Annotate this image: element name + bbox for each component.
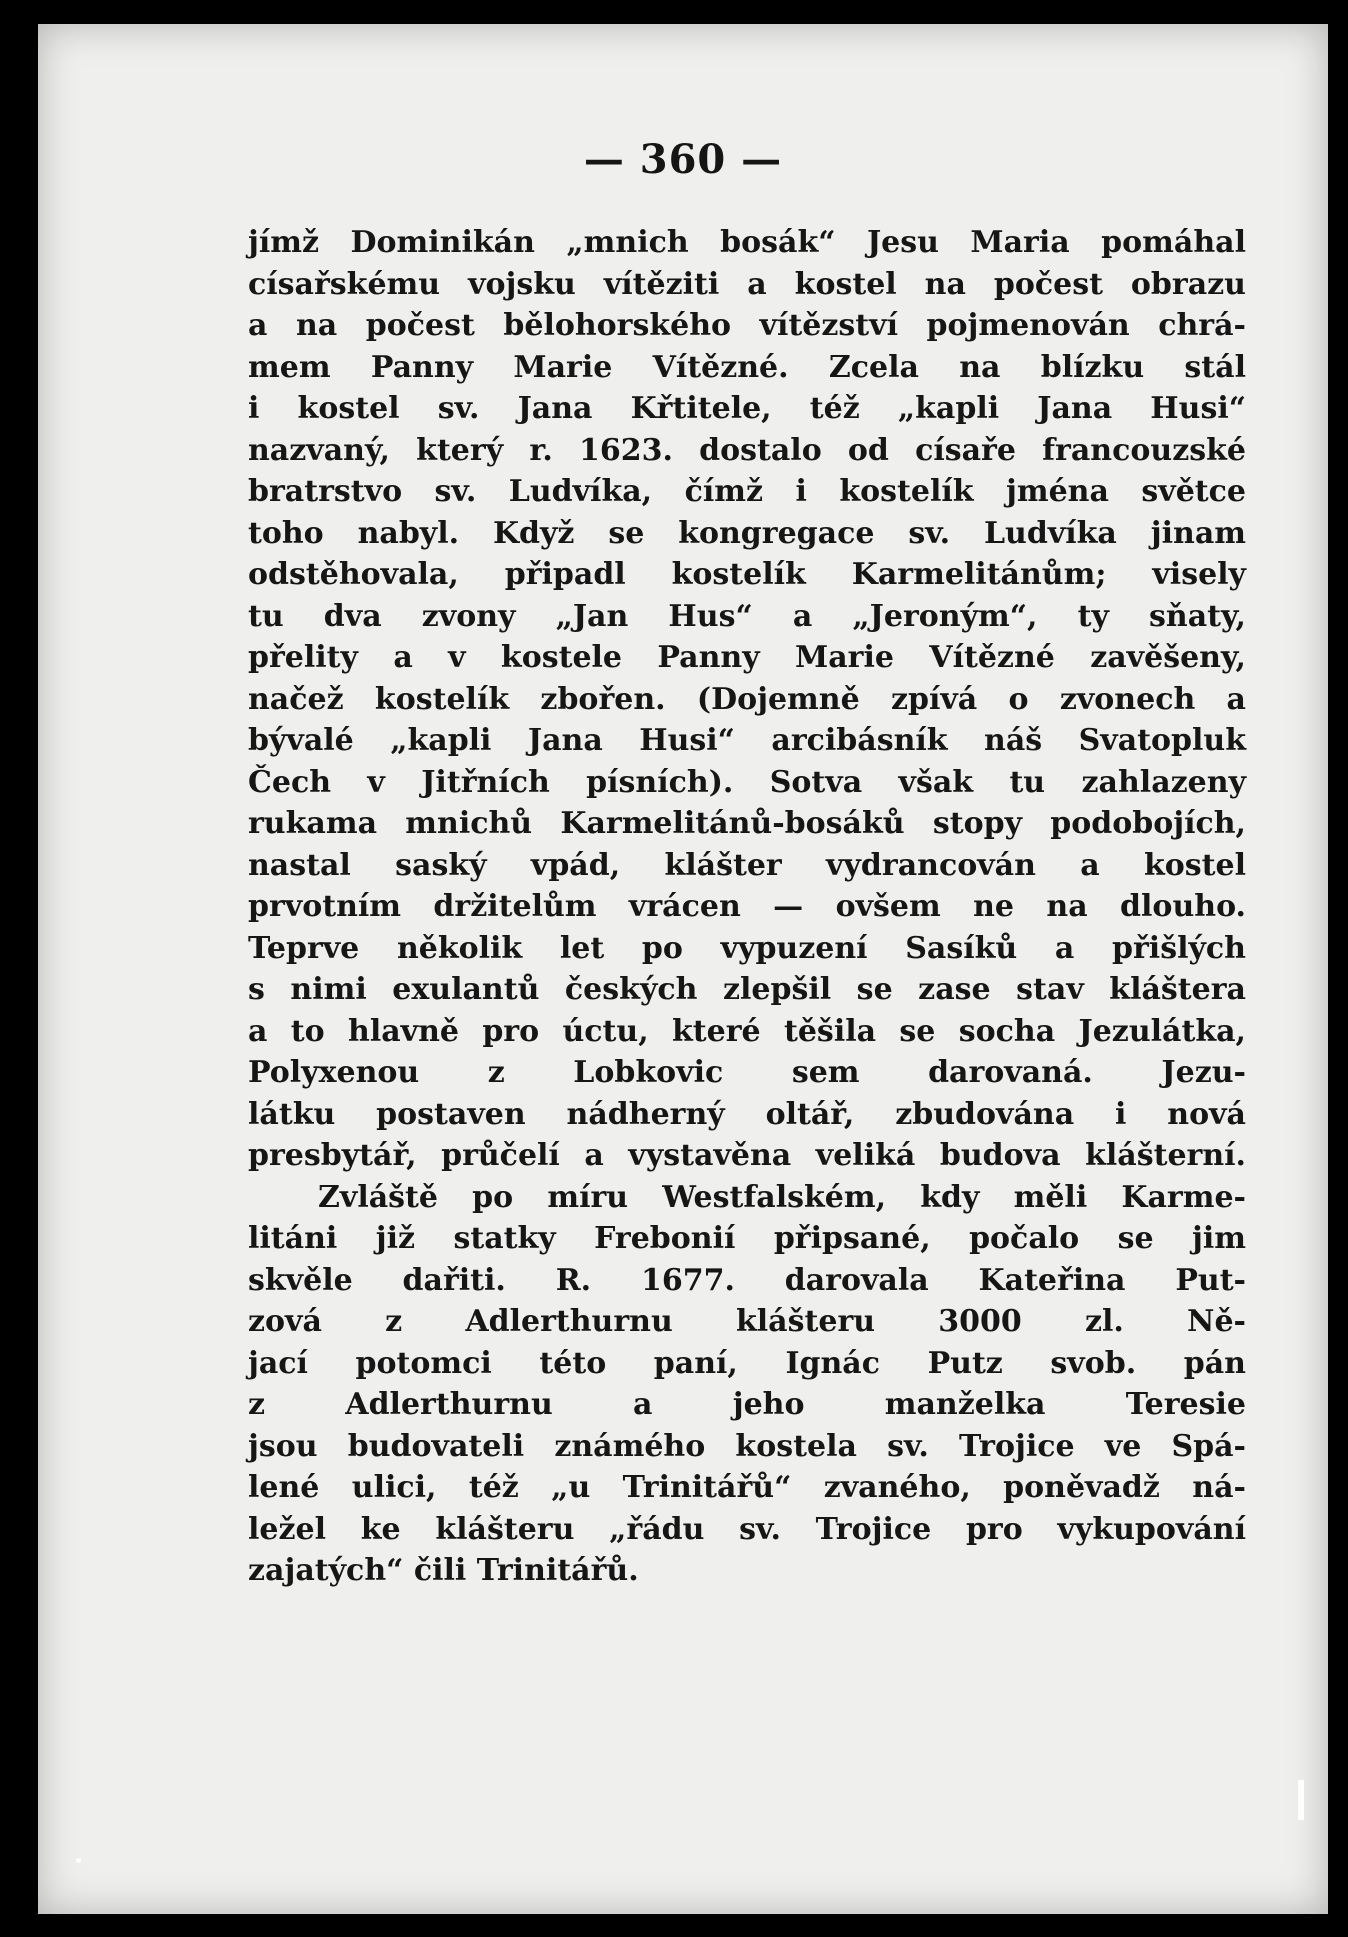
text-line: Teprve několik let po vypuzení Sasíků a přišlých [248,930,1246,966]
text-line: Čech v Jitřních písních). Sotva však tu zahlazeny [248,764,1246,800]
text-line: toho nabyl. Když se kongregace sv. Ludvíka jinam [248,515,1246,551]
text-line: skvěle dařiti. R. 1677. darovala Kateřina Put- [248,1262,1246,1298]
text-line: ležel ke klášteru „řádu sv. Trojice pro vykupování [248,1511,1246,1547]
text-line: přelity a v kostele Panny Marie Vítězné zavěšeny, [248,640,1246,675]
text-line: jací potomci této paní, Ignác Putz svob. pán [248,1345,1246,1381]
text-line: odstěhovala, připadl kostelík Karmelitánům; visely [248,557,1246,592]
text-line-last: zajatých“ čili Trinitářů. [248,1553,639,1588]
text-line: a to hlavně pro úctu, které těšila se socha Jezulátka, [248,1013,1246,1049]
text-line: presbytář, průčelí a vystavěna veliká budova klášterní. [248,1138,1246,1173]
scan-edge-mark [1298,1780,1304,1820]
text-line: nastal saský vpád, klášter vydrancován a kostel [248,847,1246,883]
text-line: jímž Dominikán „mnich bosák“ Jesu Maria pomáhal [248,225,1246,260]
paragraph-start-line: Zvláště po míru Westfalském, kdy měli Karme- [318,1179,1246,1215]
text-line: tu dva zvony „Jan Hus“ a „Jeroným“, ty sňaty, [248,598,1246,634]
text-line: jsou budovateli známého kostela sv. Trojice ve Spá- [248,1428,1246,1464]
text-line: litáni již statky Frebonií připsané, počalo se jim [248,1221,1246,1256]
text-line: mem Panny Marie Vítězné. Zcela na blízku stál [248,349,1246,385]
text-line: lené ulici, též „u Trinitářů“ zvaného, poněvadž ná- [248,1470,1246,1505]
text-line: císařskému vojsku vítěziti a kostel na počest obrazu [248,266,1246,302]
text-line: načež kostelík zbořen. (Dojemně zpívá o zvonech a [248,681,1246,717]
page-number: — 360 — [583,136,783,183]
scan-dust-mark [76,1858,81,1863]
text-line: a na počest bělohorského vítězství pojmenován chrá- [248,308,1246,343]
text-line: látku postaven nádherný oltář, zbudována i nová [248,1096,1246,1132]
text-line: nazvaný, který r. 1623. dostalo od císaře francouzské [248,432,1246,468]
text-line: zová z Adlerthurnu klášteru 3000 zl. Ně- [248,1304,1246,1339]
text-line: prvotním držitelům vrácen — ovšem ne na dlouho. [248,889,1246,924]
book-page [38,24,1328,1914]
text-line: Polyxenou z Lobkovic sem darovaná. Jezu- [248,1055,1246,1090]
text-line: bratrstvo sv. Ludvíka, čímž i kostelík jména světce [248,474,1246,509]
text-line: rukama mnichů Karmelitánů-bosáků stopy podobojích, [248,806,1246,841]
text-line: i kostel sv. Jana Křtitele, též „kapli Jana Husi“ [248,391,1246,426]
text-line: z Adlerthurnu a jeho manželka Teresie [248,1387,1246,1422]
body-text [248,222,1246,1592]
text-line: bývalé „kapli Jana Husi“ arcibásník náš Svatopluk [248,723,1246,758]
text-line: s nimi exulantů českých zlepšil se zase stav kláštera [248,972,1246,1007]
